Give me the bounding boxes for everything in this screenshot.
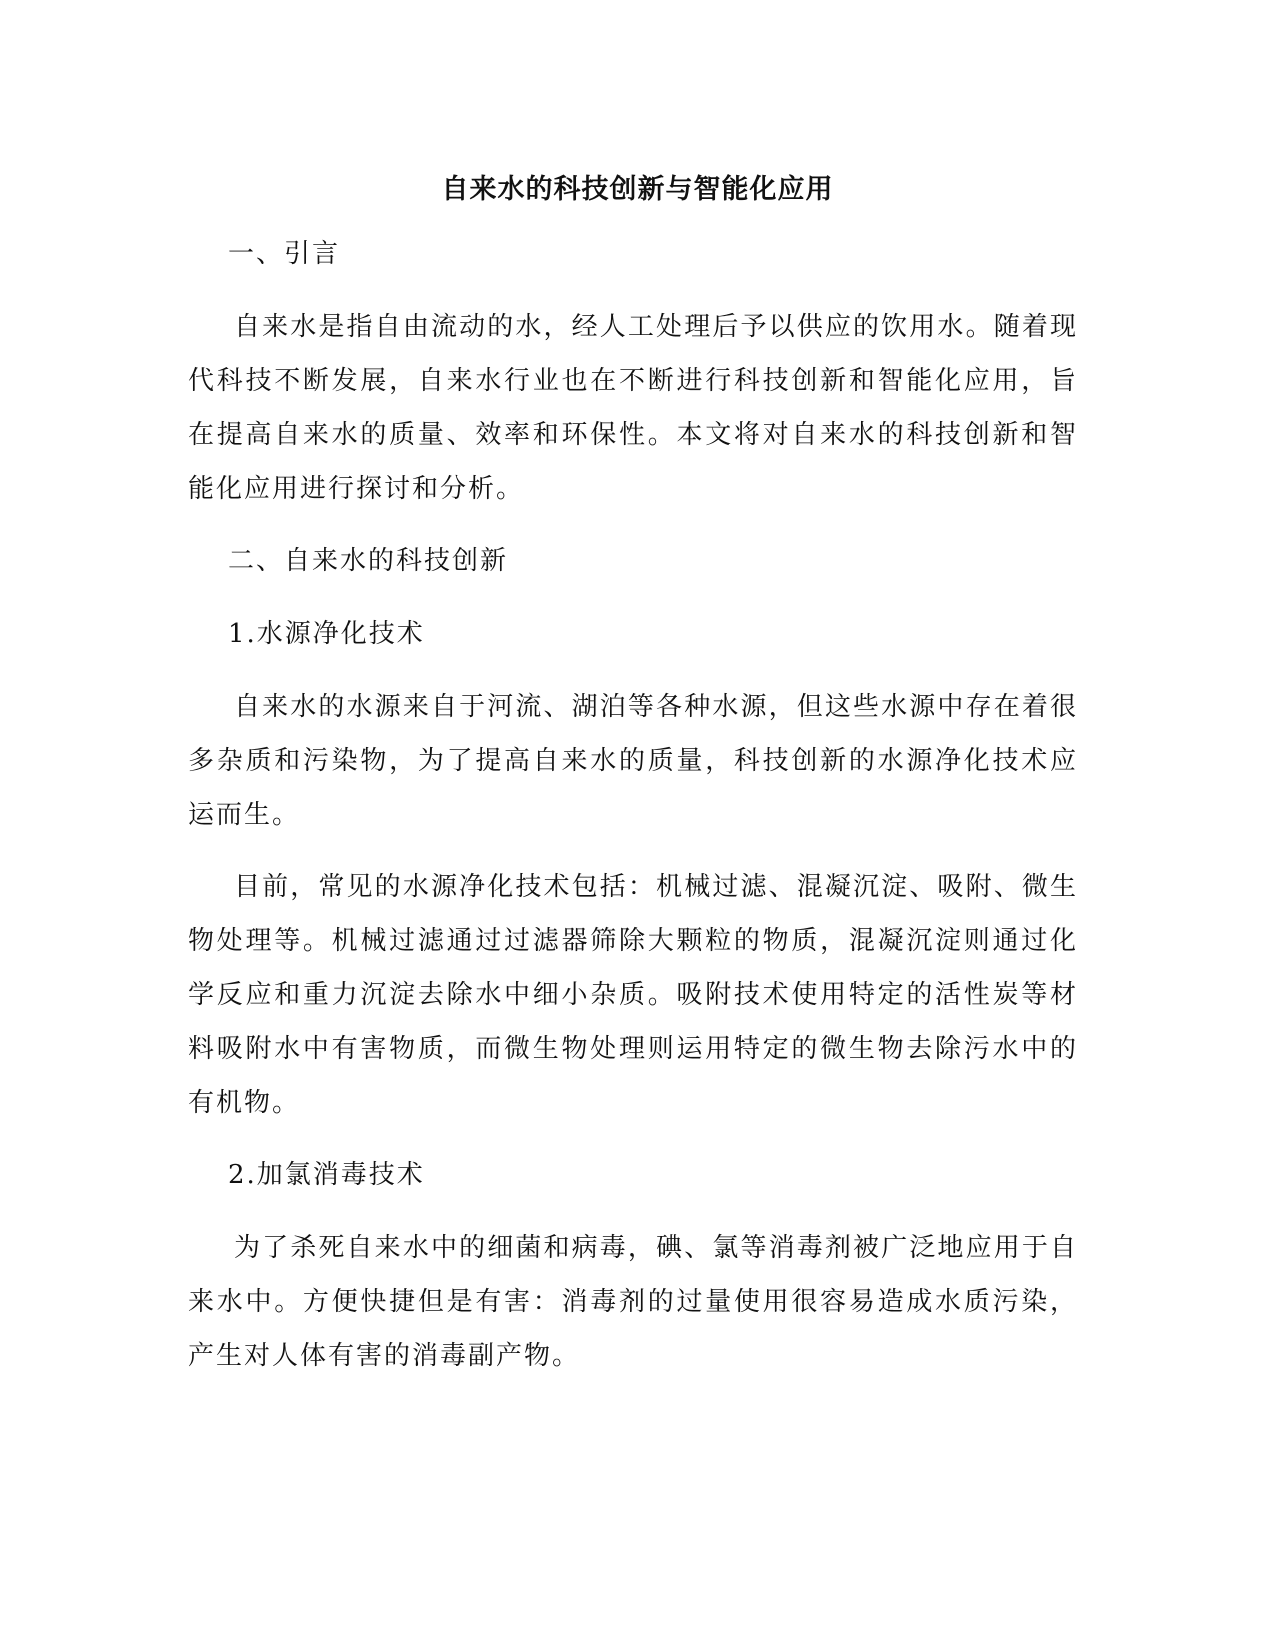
paragraph-water-source: 自来水的水源来自于河流、湖泊等各种水源，但这些水源中存在着很多杂质和污染物，为了提高自来水的质量，科技创新的水源净化技术应运而生。 — [188, 692, 1078, 830]
section-heading-tech-innovation: 二、自来水的科技创新 — [228, 546, 509, 576]
paragraph-purification-methods: 目前，常见的水源净化技术包括：机械过滤、混凝沉淀、吸附、微生物处理等。机械过滤通过过滤器筛除大颗粒的物质，混凝沉淀则通过化学反应和重力沉淀去除水中细小杂质。吸附技术使用特定的活性炭等材料吸附水中有害物质，而微生物处理则运用特定的微生物去除污水中的有机物。 — [188, 872, 1078, 1118]
subsection-heading-water-purification: 1.水源净化技术 — [228, 619, 425, 649]
section-heading-introduction: 一、引言 — [228, 239, 341, 269]
paragraph-introduction: 自来水是指自由流动的水，经人工处理后予以供应的饮用水。随着现代科技不断发展，自来水行业也在不断进行科技创新和智能化应用，旨在提高自来水的质量、效率和环保性。本文将对自来水的科技创新和智能化应用进行探讨和分析。 — [188, 312, 1078, 504]
paragraph-disinfection: 为了杀死自来水中的细菌和病毒，碘、氯等消毒剂被广泛地应用于自来水中。方便快捷但是有害：消毒剂的过量使用很容易造成水质污染，产生对人体有害的消毒副产物。 — [188, 1233, 1078, 1371]
document-title: 自来水的科技创新与智能化应用 — [441, 174, 834, 205]
subsection-heading-chlorination: 2.加氯消毒技术 — [228, 1160, 425, 1190]
